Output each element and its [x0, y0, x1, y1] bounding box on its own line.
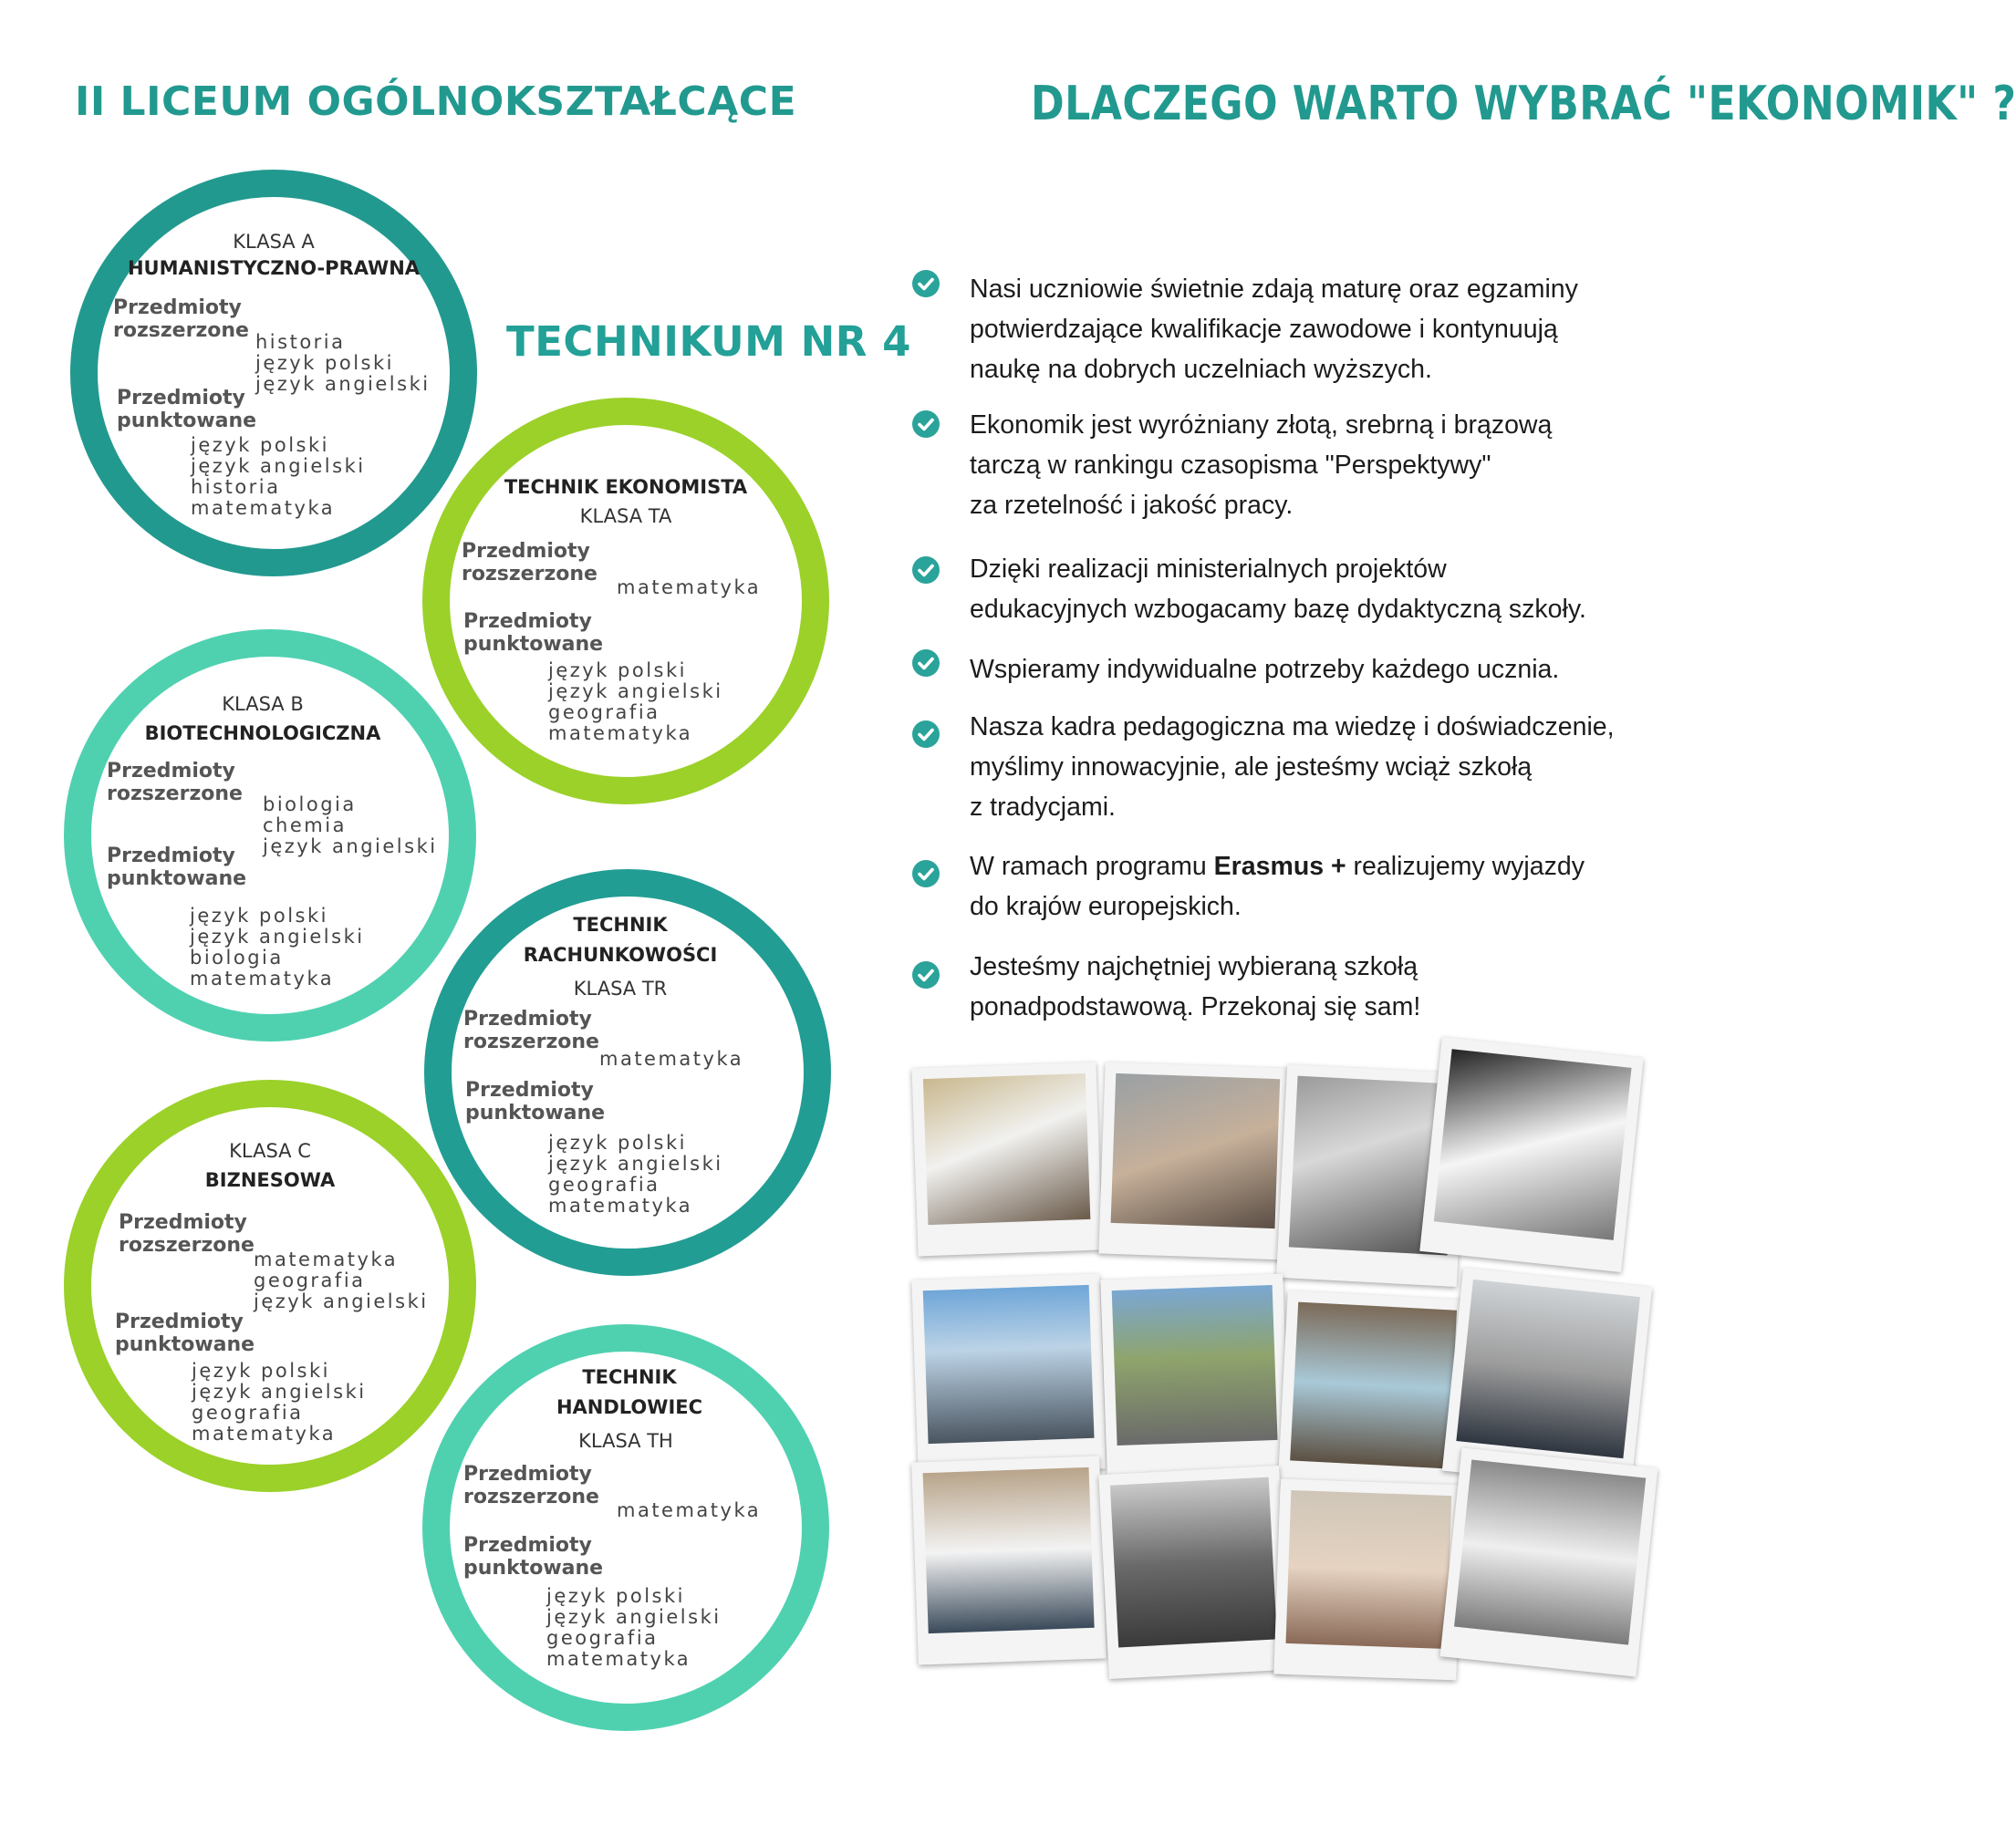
extended-label: Przedmioty rozszerzone — [113, 296, 249, 342]
photo-image — [1286, 1490, 1452, 1649]
photo-frame — [1098, 1062, 1291, 1260]
scored-subjects — [548, 660, 723, 744]
why-title: DLACZEGO WARTO WYBRAĆ "EKONOMIK" ? — [1031, 77, 2016, 131]
photo-image — [923, 1073, 1090, 1225]
subject: matematyka — [548, 1195, 693, 1217]
subject: matematyka — [191, 497, 336, 519]
class-specialization: TECHNIK HANDLOWIEC — [556, 1366, 703, 1418]
photo-frame — [1440, 1447, 1658, 1676]
check-circle-icon — [912, 649, 940, 677]
subject: historia — [255, 331, 346, 353]
class-label: KLASA TR — [573, 978, 668, 1000]
subject: język polski — [191, 434, 329, 456]
class-label: KLASA C — [229, 1140, 311, 1162]
subject: język angielski — [263, 835, 438, 857]
subject: język angielski — [190, 926, 365, 948]
extended-label: Przedmioty rozszerzone — [119, 1211, 255, 1257]
photo-frame — [911, 1062, 1102, 1257]
photo-image — [1111, 1073, 1281, 1228]
subject: matematyka — [599, 1048, 744, 1070]
check-circle-icon — [912, 270, 940, 297]
subject: język angielski — [546, 1606, 722, 1628]
extended-subjects — [254, 1249, 429, 1312]
reason-text: Ekonomik jest wyróżniany złotą, srebrną i brązową tarczą w rankingu czasopisma "Perspektywy" za rzetelność i jakość pracy. — [970, 410, 1553, 520]
subject: język polski — [546, 1585, 685, 1607]
check-circle-icon — [912, 961, 940, 989]
subject: matematyka — [190, 968, 335, 990]
scored-subjects — [192, 1361, 367, 1445]
scored-subjects — [546, 1586, 722, 1670]
photo-image — [1454, 1460, 1646, 1645]
subject: matematyka — [548, 722, 693, 744]
scored-label: Przedmioty punktowane — [117, 387, 257, 432]
photo-frame — [911, 1456, 1107, 1664]
check-circle-icon — [912, 556, 940, 584]
extended-label: Przedmioty rozszerzone — [107, 760, 243, 805]
reason-text: Nasi uczniowie świetnie zdają maturę oraz egzaminy potwierdzające kwalifikacje zawodowe i kontynuują naukę na dobrych uczelniach wyższych. — [970, 275, 1578, 384]
photo-frame — [1277, 1290, 1468, 1500]
check-circle-icon — [912, 720, 940, 748]
subject: historia — [191, 476, 281, 498]
extended-label: Przedmioty rozszerzone — [463, 1008, 599, 1053]
photo-image — [1434, 1049, 1632, 1240]
subject: matematyka — [546, 1648, 691, 1670]
subject: matematyka — [254, 1249, 399, 1270]
subject: matematyka — [617, 576, 762, 598]
subject: geografia — [546, 1627, 659, 1649]
reason-text: W ramach programu Erasmus + realizujemy wyjazdy do krajów europejskich. — [970, 852, 1585, 921]
subject: język angielski — [255, 373, 431, 395]
scored-label: Przedmioty punktowane — [115, 1311, 255, 1356]
subject: chemia — [263, 814, 347, 836]
scored-label: Przedmioty punktowane — [463, 1534, 604, 1580]
liceum-title: II LICEUM OGÓLNOKSZTAŁCĄCE — [75, 78, 797, 125]
subject: język angielski — [254, 1290, 429, 1312]
class-label: KLASA B — [222, 693, 304, 715]
subject: język polski — [190, 905, 328, 927]
subject: biologia — [263, 793, 357, 815]
reason-text: Jesteśmy najchętniej wybieraną szkołą ponadpodstawową. Przekonaj się sam! — [970, 952, 1421, 1021]
scored-label: Przedmioty punktowane — [107, 845, 247, 890]
class-specialization: BIZNESOWA — [204, 1169, 336, 1191]
photo-frame — [1419, 1037, 1643, 1272]
photo-image — [1290, 1302, 1457, 1469]
photo-frame — [1100, 1274, 1289, 1477]
technikum-title: TECHNIKUM NR 4 — [506, 317, 911, 366]
reason-text: Dzięki realizacji ministerialnych projektów edukacyjnych wzbogacamy bazę dydaktyczną szkoły. — [970, 554, 1586, 624]
subject: język polski — [548, 659, 687, 681]
photo-image — [1112, 1285, 1278, 1446]
scored-subjects — [190, 906, 365, 990]
extended-label: Przedmioty rozszerzone — [463, 1463, 599, 1508]
photo-image — [1456, 1280, 1640, 1458]
check-circle-icon — [912, 860, 940, 887]
subject: język polski — [255, 352, 394, 374]
class-specialization: TECHNIK RACHUNKOWOŚCI — [523, 914, 718, 966]
scored-label: Przedmioty punktowane — [465, 1079, 606, 1124]
subject: język angielski — [548, 1153, 723, 1175]
scored-label: Przedmioty punktowane — [463, 610, 604, 656]
subject: język angielski — [191, 455, 366, 477]
reason-text: Nasza kadra pedagogiczna ma wiedzę i doświadczenie, myślimy innowacyjnie, ale jesteśmy wciąż szkołą z tradycjami. — [970, 712, 1615, 822]
photo-frame — [911, 1273, 1106, 1475]
extended-subjects — [617, 1500, 761, 1521]
subject: geografia — [192, 1402, 304, 1424]
class-label: KLASA TA — [579, 505, 672, 527]
class-label: KLASA TH — [578, 1430, 673, 1452]
photo-image — [1110, 1477, 1277, 1648]
photo-frame — [1098, 1466, 1289, 1679]
photo-frame — [1273, 1479, 1462, 1681]
class-specialization: TECHNIK EKONOMISTA — [504, 476, 748, 498]
extended-subjects — [599, 1049, 743, 1070]
class-specialization: HUMANISTYCZNO-PRAWNA — [127, 257, 421, 279]
extended-subjects — [255, 332, 431, 395]
subject: biologia — [190, 947, 284, 969]
subject: matematyka — [192, 1423, 337, 1445]
class-specialization: BIOTECHNOLOGICZNA — [144, 722, 381, 744]
class-label: KLASA A — [233, 231, 315, 253]
subject: język angielski — [548, 680, 723, 702]
extended-subjects — [263, 794, 438, 857]
extended-subjects — [617, 577, 761, 598]
scored-subjects — [548, 1133, 723, 1217]
subject: język angielski — [192, 1381, 367, 1403]
scored-subjects — [191, 435, 366, 519]
subject: geografia — [548, 701, 660, 723]
check-circle-icon — [912, 410, 940, 438]
subject: geografia — [254, 1270, 366, 1291]
photo-image — [923, 1285, 1095, 1444]
subject: matematyka — [617, 1499, 762, 1521]
reason-text: Wspieramy indywidualne potrzeby każdego ucznia. — [970, 655, 1560, 684]
subject: język polski — [548, 1132, 687, 1154]
subject: język polski — [192, 1360, 330, 1382]
photo-image — [923, 1467, 1095, 1633]
erasmus-emphasis: Erasmus + — [1213, 852, 1346, 881]
extended-label: Przedmioty rozszerzone — [462, 540, 598, 586]
subject: geografia — [548, 1174, 660, 1196]
